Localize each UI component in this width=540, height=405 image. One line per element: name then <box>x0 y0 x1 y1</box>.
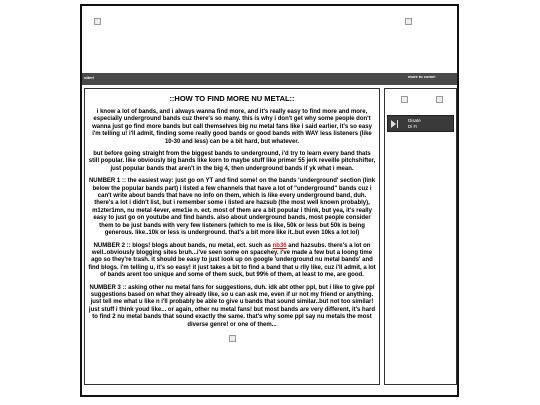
broken-image-icon <box>401 96 408 103</box>
broken-image-icon <box>229 335 236 342</box>
player-track-title: Disate <box>408 118 421 123</box>
paragraph-text: and hazsubs. there's a lot on well..obviously blogging sites bruh...i've seen some on spacehey. i've made a few but a loong time ago so they're trash. it should be easy to just look up on google 'underground nu metal bands' and find blogs. i'm telling u, it's so easy! it just takes a bit to find a band that u rlly like, cuz i'll admit, a lot of bands arent too unique and some of them suck, but 99% of them, at least to me, are good. <box>88 242 376 279</box>
nb36-link[interactable]: nb36 <box>272 242 287 249</box>
broken-image-icon <box>405 18 412 25</box>
broken-image-icon <box>436 96 443 103</box>
post-paragraph: i know a lot of bands, and i always wanna find more, and it's really easy to find more and more, especially underground bands cuz there's so many. this is why i don't get why some people don't wanna just go find more bands but call themselves big nu metal fans like i said earlier, it's so easy i'm telling u! i'll admit, finding some really good bands or good bands with WAY less listeners (like 10-30 and less) can be a bit hard, but whatever. <box>92 109 372 145</box>
nav-link-more[interactable]: more to come! <box>408 74 436 79</box>
post-paragraph: but before going straight from the biggest bands to underground, i'd try to learn every band thats still popular. like obviously big bands like korn to maybe stuff like primer 55 jerk reveille pitchshifter, just popular bands that aren't in the big 4, then underground bands if yk what i mean. <box>88 151 376 172</box>
nav-bar <box>82 73 457 85</box>
sidebar-images <box>385 96 456 106</box>
player-track-subtitle: Di Fi <box>408 124 418 129</box>
post-paragraph <box>88 243 376 280</box>
broken-image-icon <box>94 18 101 25</box>
skip-icon[interactable] <box>397 120 398 128</box>
main-content <box>84 88 380 385</box>
paragraph-text: NUMBER 2 :: blogs! blogs about bands, nu metal, ect. such as <box>93 242 273 249</box>
post-paragraph: NUMBER 1 :: the easiest way: just go on YT and find some! on the bands 'underground' section (link below the popular bands part) i listed a few channels that have a lot of "underground" bands cuz i can't write about bands that have no info on them, which is like every underground band, duh. there's a lot i didn't list, but i remember some i listed are hazsub (the most well known probably), m1zter1mn, nu metal 4ever, eme1ie n. ect. most of them are a bit popular i think, but yea, it's really easy to just go on youtube and find bands. also about underground bands, most people consider them to be just bands with very few listeners (which to me is like, 50k or less but 50k is being generous. like..10k or less is underground. that's a bit more like it..but even 10ks a lot lol) <box>88 178 376 237</box>
post-paragraph: NUMBER 3 :: asking other nu metal fans for suggestions, duh. idk abt other ppl, but i like to give ppl suggestions based on what they already like, so u can ask me, even if ur not my friend or anything. just tell me what u like n i'll probably be able to give u bands that sound similar..but not too similar! just stuff i think youd like... or again, other nu metal fans! but most bands are very different, it's hard to find 2 nu metal bands that sound exactly the same. that's why some ppl say nu metals the most diverse genre! or one of them... <box>88 284 376 328</box>
header-banner <box>82 6 457 73</box>
nav-link-otter[interactable]: otter! <box>84 75 95 80</box>
sidebar <box>384 88 457 385</box>
post-title: ::HOW TO FIND MORE NU METAL:: <box>169 94 295 103</box>
music-player[interactable] <box>387 115 454 132</box>
page-frame <box>80 4 459 397</box>
play-icon[interactable] <box>391 120 396 128</box>
